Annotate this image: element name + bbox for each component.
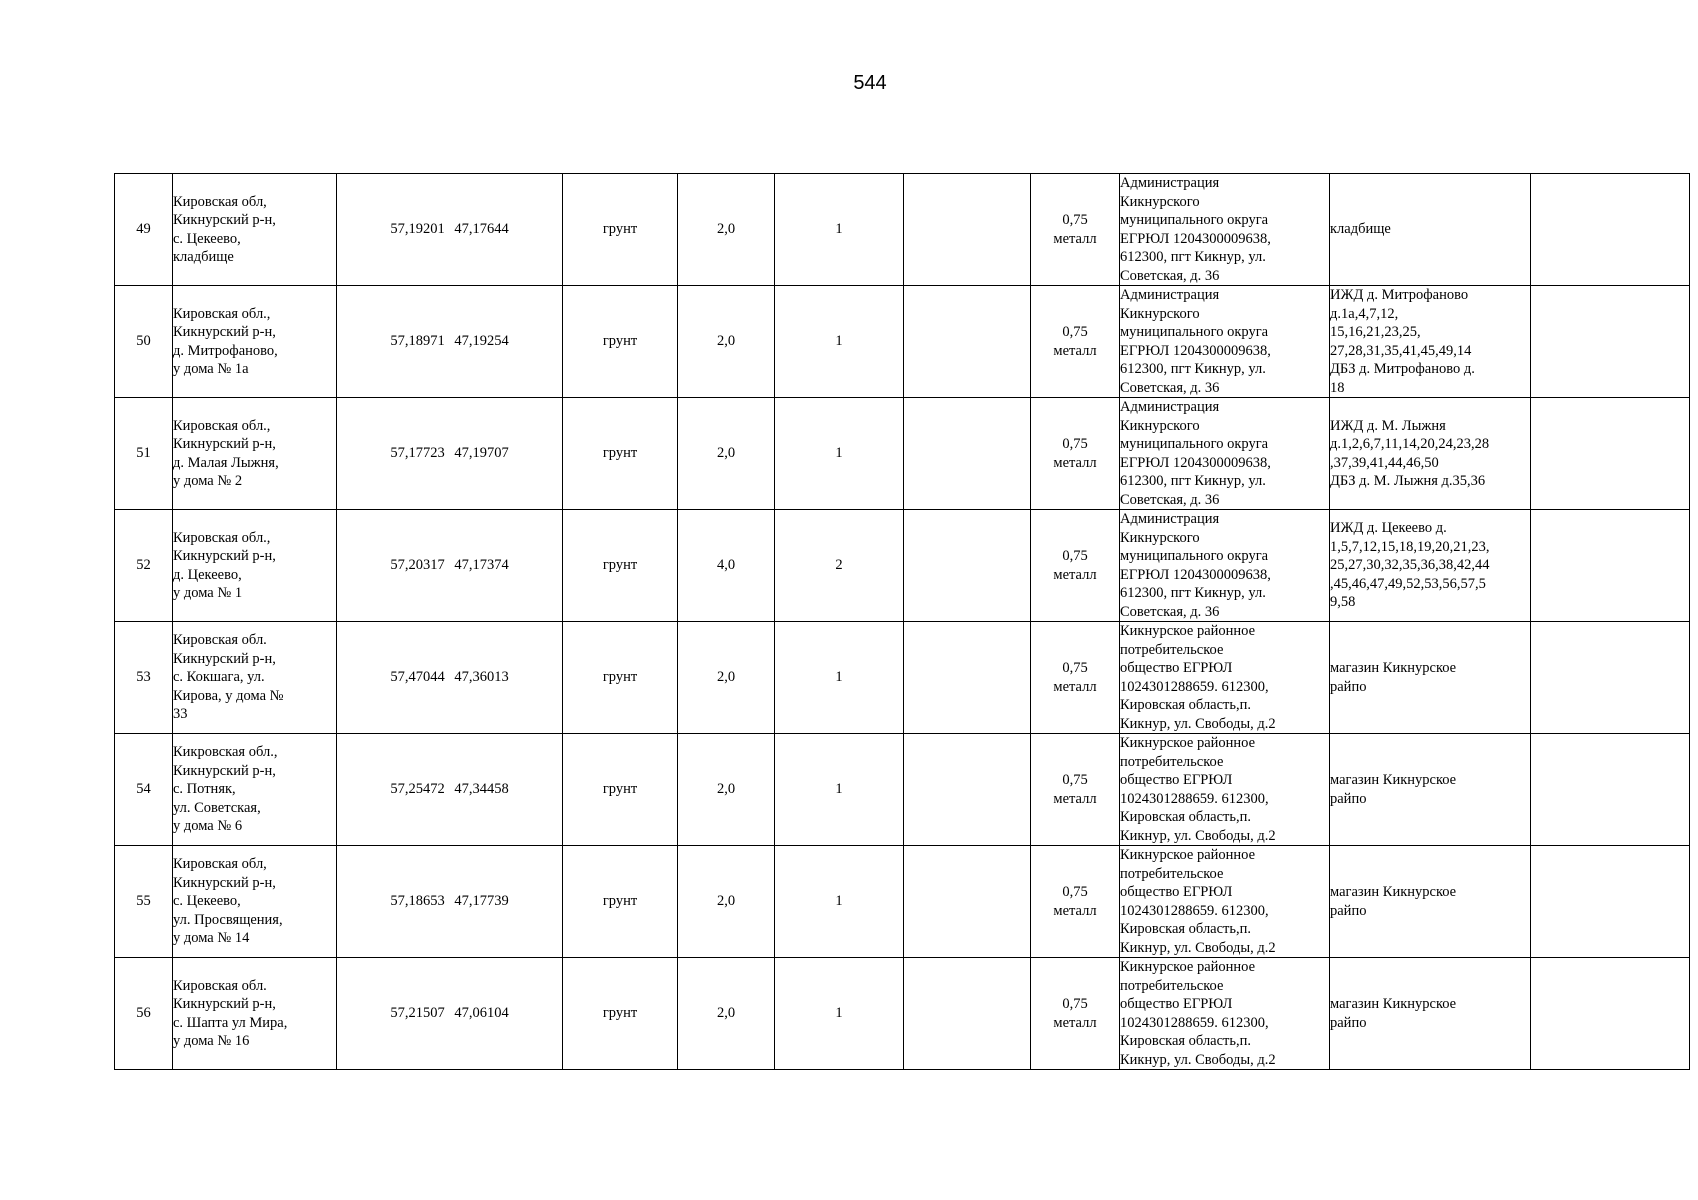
volume-cell bbox=[1031, 734, 1120, 846]
volume-cell bbox=[1031, 622, 1120, 734]
waste-source-text: магазин Кикнурское райпо bbox=[1330, 772, 1457, 807]
volume-text: 0,75 металл bbox=[1053, 996, 1097, 1031]
surface-cell: грунт bbox=[563, 734, 678, 846]
surface-cell: грунт bbox=[563, 846, 678, 958]
empty-cell bbox=[1531, 622, 1690, 734]
waste-source-text: ИЖД д. Цекеево д. 1,5,7,12,15,18,19,20,21,23, 25,27,30,32,35,36,38,42,44 ,45,46,47,49,52,53,56,57,5 9,58 bbox=[1330, 520, 1490, 611]
owner-text: Администрация Кикнурского муниципального округа ЕГРЮЛ 1204300009638, 612300, пгт Кикнур, ул. Советская, д. 36 bbox=[1120, 399, 1271, 508]
area-cell: 2,0 bbox=[678, 734, 775, 846]
empty-cell bbox=[1531, 174, 1690, 286]
owner-text: Кикнурское районное потребительское общество ЕГРЮЛ 1024301288659. 612300, Кировская область,п. Кикнур, ул. Свободы, д.2 bbox=[1120, 735, 1276, 844]
row-number: 53 bbox=[115, 622, 173, 734]
volume-cell bbox=[1031, 286, 1120, 398]
volume-text: 0,75 металл bbox=[1053, 548, 1097, 583]
empty-cell bbox=[1531, 510, 1690, 622]
container-count-cell: 1 bbox=[775, 846, 904, 958]
address-cell bbox=[173, 174, 337, 286]
waste-source-cell bbox=[1330, 510, 1531, 622]
surface-cell: грунт bbox=[563, 286, 678, 398]
owner-text: Администрация Кикнурского муниципального округа ЕГРЮЛ 1204300009638, 612300, пгт Кикнур, ул. Советская, д. 36 bbox=[1120, 287, 1271, 396]
row-number: 50 bbox=[115, 286, 173, 398]
surface-cell: грунт bbox=[563, 958, 678, 1070]
volume-cell bbox=[1031, 398, 1120, 510]
owner-cell bbox=[1120, 510, 1330, 622]
empty-cell bbox=[904, 734, 1031, 846]
address-cell bbox=[173, 398, 337, 510]
waste-source-text: магазин Кикнурское райпо bbox=[1330, 996, 1457, 1031]
table-row bbox=[115, 174, 1690, 286]
coordinates-cell: 57,18971 47,19254 bbox=[337, 286, 563, 398]
owner-text: Кикнурское районное потребительское общество ЕГРЮЛ 1024301288659. 612300, Кировская область,п. Кикнур, ул. Свободы, д.2 bbox=[1120, 623, 1276, 732]
table-row bbox=[115, 398, 1690, 510]
area-cell: 2,0 bbox=[678, 846, 775, 958]
coordinates-cell: 57,47044 47,36013 bbox=[337, 622, 563, 734]
address-text: Кировская обл, Кикнурский р-н, с. Цекеево, кладбище bbox=[173, 193, 276, 265]
waste-source-cell bbox=[1330, 846, 1531, 958]
empty-cell bbox=[1531, 286, 1690, 398]
coordinates-cell: 57,25472 47,34458 bbox=[337, 734, 563, 846]
volume-cell bbox=[1031, 510, 1120, 622]
area-cell: 2,0 bbox=[678, 286, 775, 398]
address-cell bbox=[173, 286, 337, 398]
owner-text: Администрация Кикнурского муниципального округа ЕГРЮЛ 1204300009638, 612300, пгт Кикнур, ул. Советская, д. 36 bbox=[1120, 511, 1271, 620]
surface-cell: грунт bbox=[563, 398, 678, 510]
row-number: 51 bbox=[115, 398, 173, 510]
address-text: Кировская обл, Кикнурский р-н, с. Цекеево, ул. Просвящения, у дома № 14 bbox=[173, 856, 283, 947]
container-count-cell: 1 bbox=[775, 398, 904, 510]
table-row bbox=[115, 846, 1690, 958]
address-text: Кировская обл., Кикнурский р-н, д. Малая Лыжня, у дома № 2 bbox=[173, 417, 279, 489]
address-cell bbox=[173, 958, 337, 1070]
address-cell bbox=[173, 510, 337, 622]
address-text: Кировская обл. Кикнурский р-н, с. Кокшага, ул. Кирова, у дома № 33 bbox=[173, 632, 284, 723]
volume-cell bbox=[1031, 174, 1120, 286]
empty-cell bbox=[904, 622, 1031, 734]
empty-cell bbox=[1531, 734, 1690, 846]
container-count-cell: 1 bbox=[775, 958, 904, 1070]
owner-text: Кикнурское районное потребительское общество ЕГРЮЛ 1024301288659. 612300, Кировская область,п. Кикнур, ул. Свободы, д.2 bbox=[1120, 847, 1276, 956]
owner-cell bbox=[1120, 958, 1330, 1070]
table-row bbox=[115, 510, 1690, 622]
empty-cell bbox=[904, 958, 1031, 1070]
address-text: Кикровская обл., Кикнурский р-н, с. Потняк, ул. Советская, у дома № 6 bbox=[173, 744, 278, 835]
volume-text: 0,75 металл bbox=[1053, 884, 1097, 919]
address-cell bbox=[173, 622, 337, 734]
owner-cell bbox=[1120, 286, 1330, 398]
empty-cell bbox=[904, 398, 1031, 510]
waste-source-cell bbox=[1330, 286, 1531, 398]
row-number: 52 bbox=[115, 510, 173, 622]
area-cell: 2,0 bbox=[678, 398, 775, 510]
empty-cell bbox=[1531, 398, 1690, 510]
area-cell: 2,0 bbox=[678, 622, 775, 734]
row-number: 54 bbox=[115, 734, 173, 846]
owner-cell bbox=[1120, 622, 1330, 734]
empty-cell bbox=[904, 510, 1031, 622]
volume-text: 0,75 металл bbox=[1053, 660, 1097, 695]
empty-cell bbox=[904, 846, 1031, 958]
waste-source-text: магазин Кикнурское райпо bbox=[1330, 660, 1457, 695]
waste-source-text: кладбище bbox=[1330, 221, 1391, 238]
waste-source-cell bbox=[1330, 398, 1531, 510]
waste-source-text: магазин Кикнурское райпо bbox=[1330, 884, 1457, 919]
surface-cell: грунт bbox=[563, 510, 678, 622]
address-text: Кировская обл., Кикнурский р-н, д. Цекеево, у дома № 1 bbox=[173, 529, 276, 601]
waste-source-cell bbox=[1330, 734, 1531, 846]
area-cell: 4,0 bbox=[678, 510, 775, 622]
surface-cell: грунт bbox=[563, 622, 678, 734]
waste-source-text: ИЖД д. Митрофаново д.1а,4,7,12, 15,16,21,23,25, 27,28,31,35,41,45,49,14 ДБЗ д. Митрофаново д. 18 bbox=[1330, 287, 1475, 396]
coordinates-cell: 57,18653 47,17739 bbox=[337, 846, 563, 958]
page-number: 544 bbox=[853, 72, 887, 94]
address-text: Кировская обл., Кикнурский р-н, д. Митрофаново, у дома № 1а bbox=[173, 305, 278, 377]
empty-cell bbox=[904, 174, 1031, 286]
volume-text: 0,75 металл bbox=[1053, 772, 1097, 807]
coordinates-cell: 57,20317 47,17374 bbox=[337, 510, 563, 622]
surface-cell: грунт bbox=[563, 174, 678, 286]
address-cell bbox=[173, 734, 337, 846]
container-count-cell: 1 bbox=[775, 286, 904, 398]
row-number: 49 bbox=[115, 174, 173, 286]
container-count-cell: 1 bbox=[775, 174, 904, 286]
waste-source-text: ИЖД д. М. Лыжня д.1,2,6,7,11,14,20,24,23,28 ,37,39,41,44,46,50 ДБЗ д. М. Лыжня д.35,36 bbox=[1330, 417, 1490, 489]
row-number: 56 bbox=[115, 958, 173, 1070]
owner-cell bbox=[1120, 398, 1330, 510]
owner-text: Кикнурское районное потребительское общество ЕГРЮЛ 1024301288659. 612300, Кировская область,п. Кикнур, ул. Свободы, д.2 bbox=[1120, 959, 1276, 1068]
waste-source-cell bbox=[1330, 174, 1531, 286]
owner-text: Администрация Кикнурского муниципального округа ЕГРЮЛ 1204300009638, 612300, пгт Кикнур, ул. Советская, д. 36 bbox=[1120, 175, 1271, 284]
coordinates-cell: 57,17723 47,19707 bbox=[337, 398, 563, 510]
row-number: 55 bbox=[115, 846, 173, 958]
owner-cell bbox=[1120, 846, 1330, 958]
container-count-cell: 1 bbox=[775, 622, 904, 734]
table-row bbox=[115, 958, 1690, 1070]
volume-text: 0,75 металл bbox=[1053, 324, 1097, 359]
coordinates-cell: 57,21507 47,06104 bbox=[337, 958, 563, 1070]
empty-cell bbox=[1531, 846, 1690, 958]
coordinates-cell: 57,19201 47,17644 bbox=[337, 174, 563, 286]
volume-text: 0,75 металл bbox=[1053, 436, 1097, 471]
area-cell: 2,0 bbox=[678, 958, 775, 1070]
waste-source-cell bbox=[1330, 958, 1531, 1070]
address-text: Кировская обл. Кикнурский р-н, с. Шапта ул Мира, у дома № 16 bbox=[173, 977, 288, 1049]
address-cell bbox=[173, 846, 337, 958]
container-count-cell: 2 bbox=[775, 510, 904, 622]
empty-cell bbox=[1531, 958, 1690, 1070]
empty-cell bbox=[904, 286, 1031, 398]
volume-cell bbox=[1031, 958, 1120, 1070]
waste-source-cell bbox=[1330, 622, 1531, 734]
table-row bbox=[115, 286, 1690, 398]
area-cell: 2,0 bbox=[678, 174, 775, 286]
table-row bbox=[115, 734, 1690, 846]
owner-cell bbox=[1120, 174, 1330, 286]
volume-cell bbox=[1031, 846, 1120, 958]
table-row bbox=[115, 622, 1690, 734]
registry-table bbox=[114, 173, 1690, 1070]
container-count-cell: 1 bbox=[775, 734, 904, 846]
owner-cell bbox=[1120, 734, 1330, 846]
volume-text: 0,75 металл bbox=[1053, 212, 1097, 247]
